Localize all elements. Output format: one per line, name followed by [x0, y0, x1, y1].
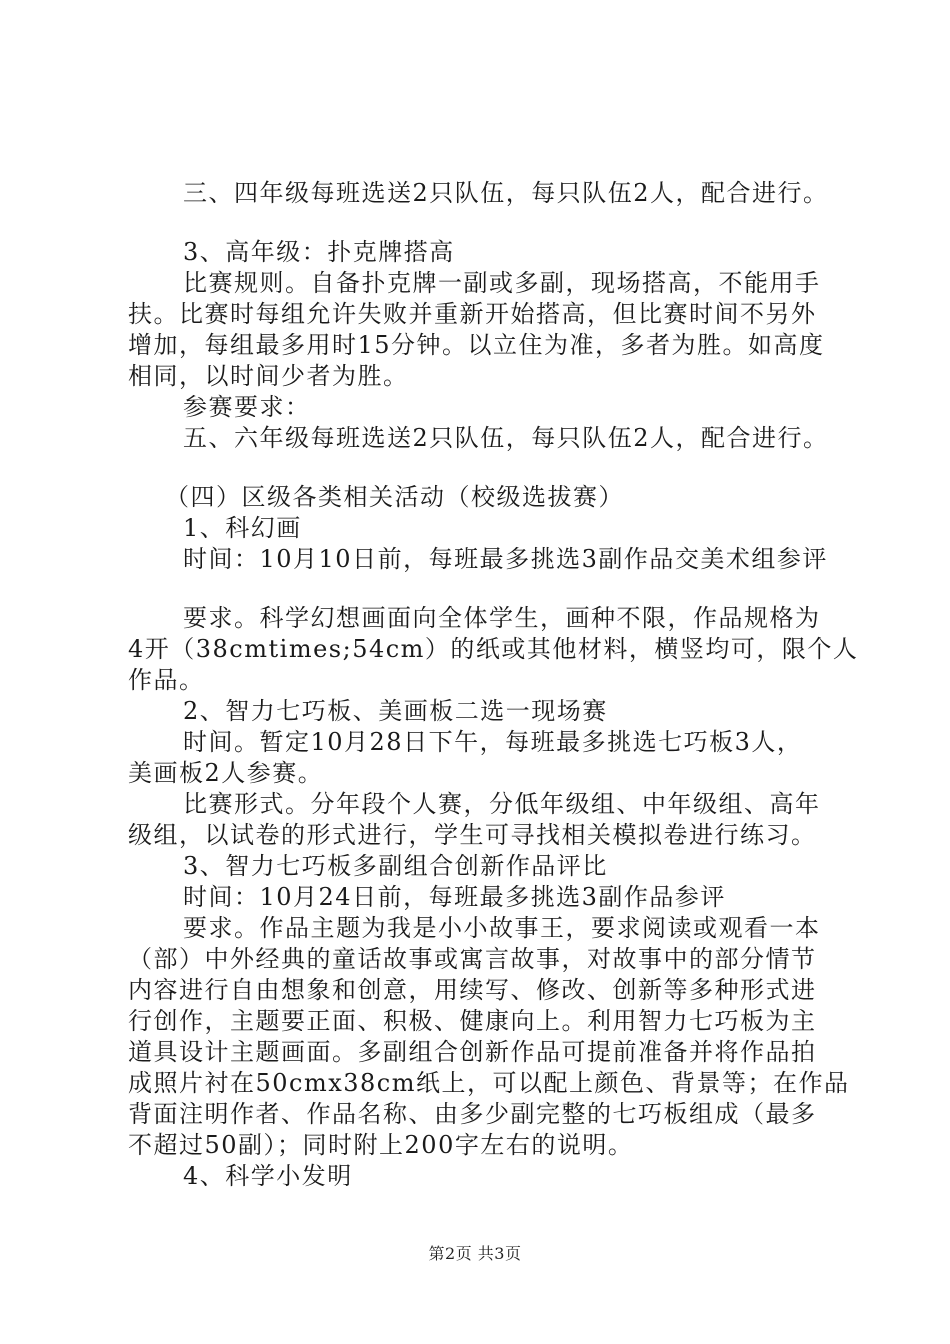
section-heading: （四）区级各类相关活动（校级选拔赛） — [165, 483, 624, 511]
text-line: 道具设计主题画面。多副组合创新作品可提前准备并将作品拍 — [128, 1038, 817, 1066]
text-line: 级组，以试卷的形式进行，学生可寻找相关模拟卷进行练习。 — [128, 821, 817, 849]
text-line: 4开（38cmtimes;54cm）的纸或其他材料，横竖均可，限个人 — [128, 635, 859, 663]
section-heading: 3、智力七巧板多副组合创新作品评比 — [183, 852, 608, 880]
section-heading: 2、智力七巧板、美画板二选一现场赛 — [183, 697, 608, 725]
text-line: 不超过50副）；同时附上200字左右的说明。 — [128, 1131, 634, 1159]
text-line: 成照片衬在50cmx38cm纸上，可以配上颜色、背景等；在作品 — [128, 1069, 850, 1097]
text-line: 要求。作品主题为我是小小故事王，要求阅读或观看一本 — [183, 914, 821, 942]
text-line: 扶。比赛时每组允许失败并重新开始搭高，但比赛时间不另外 — [128, 300, 817, 328]
text-line: 时间。暂定10月28日下午，每班最多挑选七巧板3人， — [183, 728, 803, 756]
text-line: 时间：10月10日前，每班最多挑选3副作品交美术组参评 — [183, 545, 828, 573]
text-line: 要求。科学幻想画面向全体学生，画种不限，作品规格为 — [183, 604, 821, 632]
text-line: 时间：10月24日前，每班最多挑选3副作品参评 — [183, 883, 726, 911]
text-line: 作品。 — [128, 666, 205, 694]
text-line: 美画板2人参赛。 — [128, 759, 324, 787]
text-line: 相同，以时间少者为胜。 — [128, 362, 409, 390]
text-line: 参赛要求： — [183, 393, 311, 421]
text-line: 比赛规则。自备扑克牌一副或多副，现场搭高，不能用手 — [183, 269, 821, 297]
text-line: 三、四年级每班选送2只队伍，每只队伍2人，配合进行。 — [183, 179, 829, 207]
section-heading: 3、高年级：扑克牌搭高 — [183, 238, 455, 266]
text-line: 五、六年级每班选送2只队伍，每只队伍2人，配合进行。 — [183, 424, 829, 452]
page-footer: 第2页 共3页 — [428, 1244, 522, 1263]
section-heading: 1、科幻画 — [183, 514, 302, 542]
text-line: 行创作，主题要正面、积极、健康向上。利用智力七巧板为主 — [128, 1007, 817, 1035]
text-line: （部）中外经典的童话故事或寓言故事，对故事中的部分情节 — [128, 945, 817, 973]
section-heading: 4、科学小发明 — [183, 1162, 353, 1190]
text-line: 内容进行自由想象和创意，用续写、修改、创新等多种形式进 — [128, 976, 817, 1004]
text-line: 比赛形式。分年段个人赛，分低年级组、中年级组、高年 — [183, 790, 821, 818]
text-line: 背面注明作者、作品名称、由多少副完整的七巧板组成（最多 — [128, 1100, 817, 1128]
text-line: 增加，每组最多用时15分钟。以立住为准，多者为胜。如高度 — [128, 331, 825, 359]
